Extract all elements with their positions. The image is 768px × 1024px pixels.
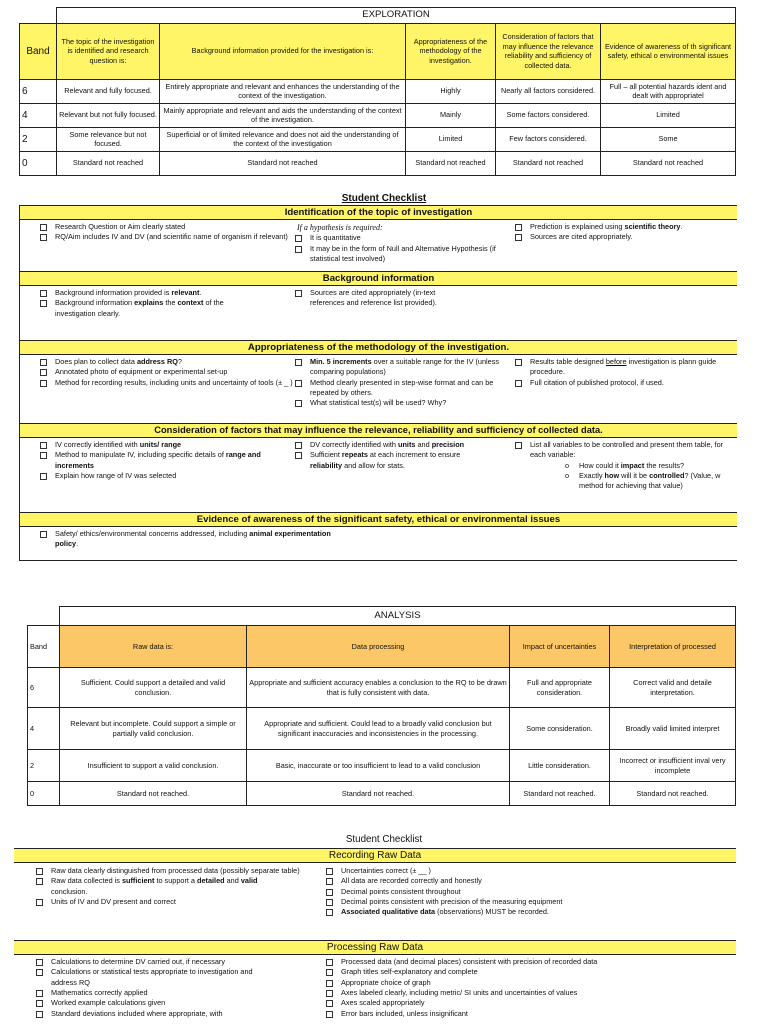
checklist-item[interactable]: Prediction is explained using scientific theory. <box>515 222 737 232</box>
checkbox-icon[interactable] <box>295 400 302 407</box>
checkbox-icon[interactable] <box>36 878 43 885</box>
checkbox-icon[interactable] <box>36 868 43 875</box>
checkbox-icon[interactable] <box>36 969 43 976</box>
column-header: Consideration of factors that may influence the relevance reliability and sufficiency of collected data. <box>496 23 601 79</box>
checkbox-icon[interactable] <box>515 224 522 231</box>
table-cell: Standard not reached <box>406 151 496 175</box>
sub-item: o Exactly how will it be controlled? (Value, w method for achieving that value) <box>565 471 721 491</box>
band-value: 4 <box>28 708 60 750</box>
hypothesis-label: If a hypothesis is required: <box>297 223 383 232</box>
exploration-title: EXPLORATION <box>57 8 736 24</box>
table-row <box>28 750 736 782</box>
checklist-item[interactable]: Research Question or Aim clearly stated <box>40 222 295 232</box>
exploration-table <box>19 7 736 176</box>
table-cell: Some factors considered. <box>496 103 601 127</box>
bullet-icon: o <box>565 471 570 481</box>
checklist-item[interactable]: What statistical test(s) will be used? Why? <box>295 398 515 408</box>
checkbox-icon[interactable] <box>295 359 302 366</box>
checklist-item[interactable]: It is quantitative <box>295 233 515 243</box>
checklist-item[interactable]: Raw data clearly distinguished from processed data (possibly separate table) <box>36 866 326 876</box>
checklist-item[interactable]: Sources are cited appropriately. <box>515 232 737 242</box>
band-value: 0 <box>20 151 57 175</box>
checkbox-icon[interactable] <box>36 1011 43 1018</box>
checkbox-icon[interactable] <box>295 235 302 242</box>
table-cell: Relevant and fully focused. <box>57 79 160 103</box>
table-cell: Standard not reached <box>496 151 601 175</box>
table-row <box>20 79 736 103</box>
column-header: Evidence of awareness of th significant safety, ethical o environmental issues <box>601 23 736 79</box>
table-cell: Entirely appropriate and relevant and enhances the understanding of the context of the investigation. <box>160 79 406 103</box>
checklist-item[interactable]: Standard deviations included where appropriate, with <box>36 1009 326 1019</box>
checklist-item[interactable]: All data are recorded correctly and honestly <box>326 876 726 886</box>
checkbox-icon[interactable] <box>515 380 522 387</box>
checkbox-icon[interactable] <box>40 452 47 459</box>
table-cell: Some consideration. <box>510 708 610 750</box>
checkbox-icon[interactable] <box>326 899 333 906</box>
band-value: 4 <box>20 103 57 127</box>
section-heading: Evidence of awareness of the significant safety, ethical or environmental issues <box>20 512 737 527</box>
table-cell: Standard not reached. <box>60 782 247 806</box>
checkbox-icon[interactable] <box>326 868 333 875</box>
column-header: Appropriateness of the methodology of the investigation. <box>406 23 496 79</box>
table-cell: Superficial or of limited relevance and does not aid the understanding of the context of the investigation <box>160 127 406 151</box>
band-header: Band <box>20 23 57 79</box>
checklist-title: Student Checklist <box>345 834 423 845</box>
checklist-item[interactable]: It may be in the form of Null and Alternative Hypothesis (if statistical test involved) <box>295 244 515 265</box>
column-header: Data processing <box>247 626 510 668</box>
table-cell: Appropriate and sufficient. Could lead to a broadly valid conclusion but significant inaccuracies and inconsistencies in the processing. <box>247 708 510 750</box>
table-cell: Appropriate and sufficient accuracy enables a conclusion to the RQ to be drawn that is fully consistent with data. <box>247 668 510 708</box>
checklist-item[interactable]: List all variables to be controlled and present them table, for each variable: <box>515 440 737 461</box>
checkbox-icon[interactable] <box>40 369 47 376</box>
checklist-item[interactable]: Min. 5 increments over a suitable range for the IV (unless comparing populations) <box>295 357 515 378</box>
checklist-item[interactable]: Error bars included, unless insignificant <box>326 1009 726 1019</box>
column-header: Impact of uncertainties <box>510 626 610 668</box>
table-cell: Some <box>601 127 736 151</box>
checklist-item[interactable]: Processed data (and decimal places) consistent with precision of recorded data <box>326 957 726 967</box>
column-header: Raw data is: <box>60 626 247 668</box>
checkbox-icon[interactable] <box>295 442 302 449</box>
checkbox-icon[interactable] <box>40 359 47 366</box>
table-cell: Little consideration. <box>510 750 610 782</box>
analysis-rubric <box>27 606 736 806</box>
table-cell: Highly <box>406 79 496 103</box>
checkbox-icon[interactable] <box>326 969 333 976</box>
checklist-item[interactable]: Units of IV and DV present and correct <box>36 897 326 907</box>
checkbox-icon[interactable] <box>295 290 302 297</box>
analysis-checklist <box>14 848 736 1024</box>
checkbox-icon[interactable] <box>326 878 333 885</box>
checkbox-icon[interactable] <box>40 290 47 297</box>
checkbox-icon[interactable] <box>40 473 47 480</box>
checklist-item[interactable]: Results table designed before investigation is plann guide procedure. <box>515 357 737 378</box>
checkbox-icon[interactable] <box>326 909 333 916</box>
checklist-item[interactable]: Method to manipulate IV, including specific details of range and increments <box>40 450 295 471</box>
checkbox-icon[interactable] <box>326 980 333 987</box>
checklist-item[interactable]: Associated qualitative data (observations) MUST be recorded. <box>326 907 726 917</box>
checkbox-icon[interactable] <box>36 959 43 966</box>
checklist-title: Student Checklist <box>341 193 427 204</box>
checkbox-icon[interactable] <box>40 234 47 241</box>
checkbox-icon[interactable] <box>36 990 43 997</box>
table-cell: Standard not reached. <box>247 782 510 806</box>
table-cell: Relevant but incomplete. Could support a simple or partially valid conclusion. <box>60 708 247 750</box>
band-header: Band <box>28 626 60 668</box>
checklist-item[interactable]: RQ/Aim includes IV and DV (and scientific name of organism if relevant) <box>40 232 295 242</box>
checklist-item[interactable]: Appropriate choice of graph <box>326 978 726 988</box>
checklist-item[interactable]: Uncertainties correct (± __ ) <box>326 866 726 876</box>
table-cell: Full and appropriate consideration. <box>510 668 610 708</box>
checklist-item[interactable]: Decimal points consistent with precision of the measuring equipment <box>326 897 726 907</box>
table-cell: Incorrect or insufficient inval very incomplete <box>610 750 736 782</box>
band-value: 2 <box>20 127 57 151</box>
checkbox-icon[interactable] <box>515 359 522 366</box>
table-cell: Mainly <box>406 103 496 127</box>
table-cell: Mainly appropriate and relevant and aids the understanding of the context of the investigation. <box>160 103 406 127</box>
checkbox-icon[interactable] <box>36 899 43 906</box>
checklist-item[interactable]: Sufficient repeats at each increment to ensure reliability and allow for stats. <box>295 450 515 471</box>
table-row <box>20 127 736 151</box>
checkbox-icon[interactable] <box>295 452 302 459</box>
table-cell: Correct valid and detaile interpretation. <box>610 668 736 708</box>
section-heading: Recording Raw Data <box>14 848 736 863</box>
table-cell: Full – all potential hazards ident and dealt with appropriatel <box>601 79 736 103</box>
checklist-item[interactable]: Background information explains the context of the investigation clearly. <box>40 298 295 319</box>
table-cell: Relevant but not fully focused. <box>57 103 160 127</box>
sub-item: o How could it impact the results? <box>565 460 685 470</box>
section-heading: Identification of the topic of investigation <box>20 205 737 220</box>
checkbox-icon[interactable] <box>40 300 47 307</box>
checkbox-icon[interactable] <box>326 1000 333 1007</box>
table-row <box>28 708 736 750</box>
checkbox-icon[interactable] <box>40 380 47 387</box>
checklist-item[interactable]: Method for recording results, including units and uncertainty of tools (± _ ) <box>40 378 295 388</box>
section-heading: Background information <box>20 271 737 286</box>
checkbox-icon[interactable] <box>40 442 47 449</box>
table-row <box>28 668 736 708</box>
checklist-item[interactable]: Calculations or statistical tests appropriate to investigation and address RQ <box>36 967 326 988</box>
checklist-item[interactable]: Annotated photo of equipment or experimental set-up <box>40 367 295 377</box>
exploration-checklist <box>19 205 737 561</box>
band-value: 6 <box>28 668 60 708</box>
table-cell: Limited <box>406 127 496 151</box>
table-row <box>28 782 736 806</box>
column-header: Background information provided for the investigation is: <box>160 23 406 79</box>
checkbox-icon[interactable] <box>326 889 333 896</box>
checklist-item[interactable]: Does plan to collect data address RQ? <box>40 357 295 367</box>
table-cell: Standard not reached. <box>610 782 736 806</box>
table-cell: Some relevance but not focused. <box>57 127 160 151</box>
table-cell: Sufficient. Could support a detailed and valid conclusion. <box>60 668 247 708</box>
checklist-item[interactable]: Raw data collected is sufficient to support a detailed and valid conclusion. <box>36 876 326 897</box>
section-heading: Appropriateness of the methodology of the investigation. <box>20 340 737 355</box>
table-row <box>20 103 736 127</box>
checkbox-icon[interactable] <box>326 1011 333 1018</box>
table-cell: Basic, inaccurate or too insufficient to lead to a valid conclusion <box>247 750 510 782</box>
checklist-item[interactable]: Axes labeled clearly, including metric/ SI units and uncertainties of values <box>326 988 726 998</box>
table-cell: Limited <box>601 103 736 127</box>
checkbox-icon[interactable] <box>326 990 333 997</box>
table-cell: Standard not reached. <box>510 782 610 806</box>
checklist-item[interactable]: Decimal points consistent throughout <box>326 887 726 897</box>
table-cell: Broadly valid limited interpret <box>610 708 736 750</box>
bullet-icon: o <box>565 460 570 470</box>
checkbox-icon[interactable] <box>515 442 522 449</box>
column-header: Interpretation of processed <box>610 626 736 668</box>
checkbox-icon[interactable] <box>295 246 302 253</box>
checklist-item[interactable]: Worked example calculations given <box>36 998 326 1008</box>
checklist-item[interactable]: IV correctly identified with units/ range <box>40 440 295 450</box>
checklist-item[interactable]: Background information provided is relevant. <box>40 288 295 298</box>
checklist-item[interactable]: Mathematics correctly applied <box>36 988 326 998</box>
section-heading: Consideration of factors that may influence the relevance, reliability and sufficiency of collected data. <box>20 423 737 438</box>
checkbox-icon[interactable] <box>36 1000 43 1007</box>
checkbox-icon[interactable] <box>326 959 333 966</box>
checklist-item[interactable]: Sources are cited appropriately (in-text references and reference list provided). <box>295 288 445 309</box>
checklist-item[interactable]: Axes scaled appropriately <box>326 998 726 1008</box>
checklist-item[interactable]: Graph titles self-explanatory and complete <box>326 967 726 977</box>
table-cell: Standard not reached <box>57 151 160 175</box>
checklist-item[interactable]: Method clearly presented in step-wise format and can be repeated by others. <box>295 378 515 399</box>
checklist-item[interactable]: Safety/ ethics/environmental concerns addressed, including animal experimentation policy. <box>40 529 350 550</box>
checkbox-icon[interactable] <box>295 380 302 387</box>
table-cell: Standard not reached <box>160 151 406 175</box>
checklist-item[interactable]: Explain how range of IV was selected <box>40 471 295 481</box>
checklist-item[interactable]: Calculations to determine DV carried out, if necessary <box>36 957 326 967</box>
section-heading: Processing Raw Data <box>14 940 736 955</box>
table-row <box>20 151 736 175</box>
table-cell: Nearly all factors considered. <box>496 79 601 103</box>
exploration-rubric <box>19 7 736 176</box>
table-cell: Standard not reached <box>601 151 736 175</box>
table-cell: Few factors considered. <box>496 127 601 151</box>
checklist-item[interactable]: DV correctly identified with units and precision <box>295 440 515 450</box>
band-value: 2 <box>28 750 60 782</box>
column-header: The topic of the investigation is identified and research question is: <box>57 23 160 79</box>
band-value: 6 <box>20 79 57 103</box>
analysis-table <box>27 606 736 806</box>
checkbox-icon[interactable] <box>40 531 47 538</box>
checklist-item[interactable]: Full citation of published protocol, if used. <box>515 378 737 388</box>
analysis-title: ANALYSIS <box>60 607 736 626</box>
checkbox-icon[interactable] <box>515 234 522 241</box>
checkbox-icon[interactable] <box>40 224 47 231</box>
band-value: 0 <box>28 782 60 806</box>
table-cell: Insufficient to support a valid conclusion. <box>60 750 247 782</box>
